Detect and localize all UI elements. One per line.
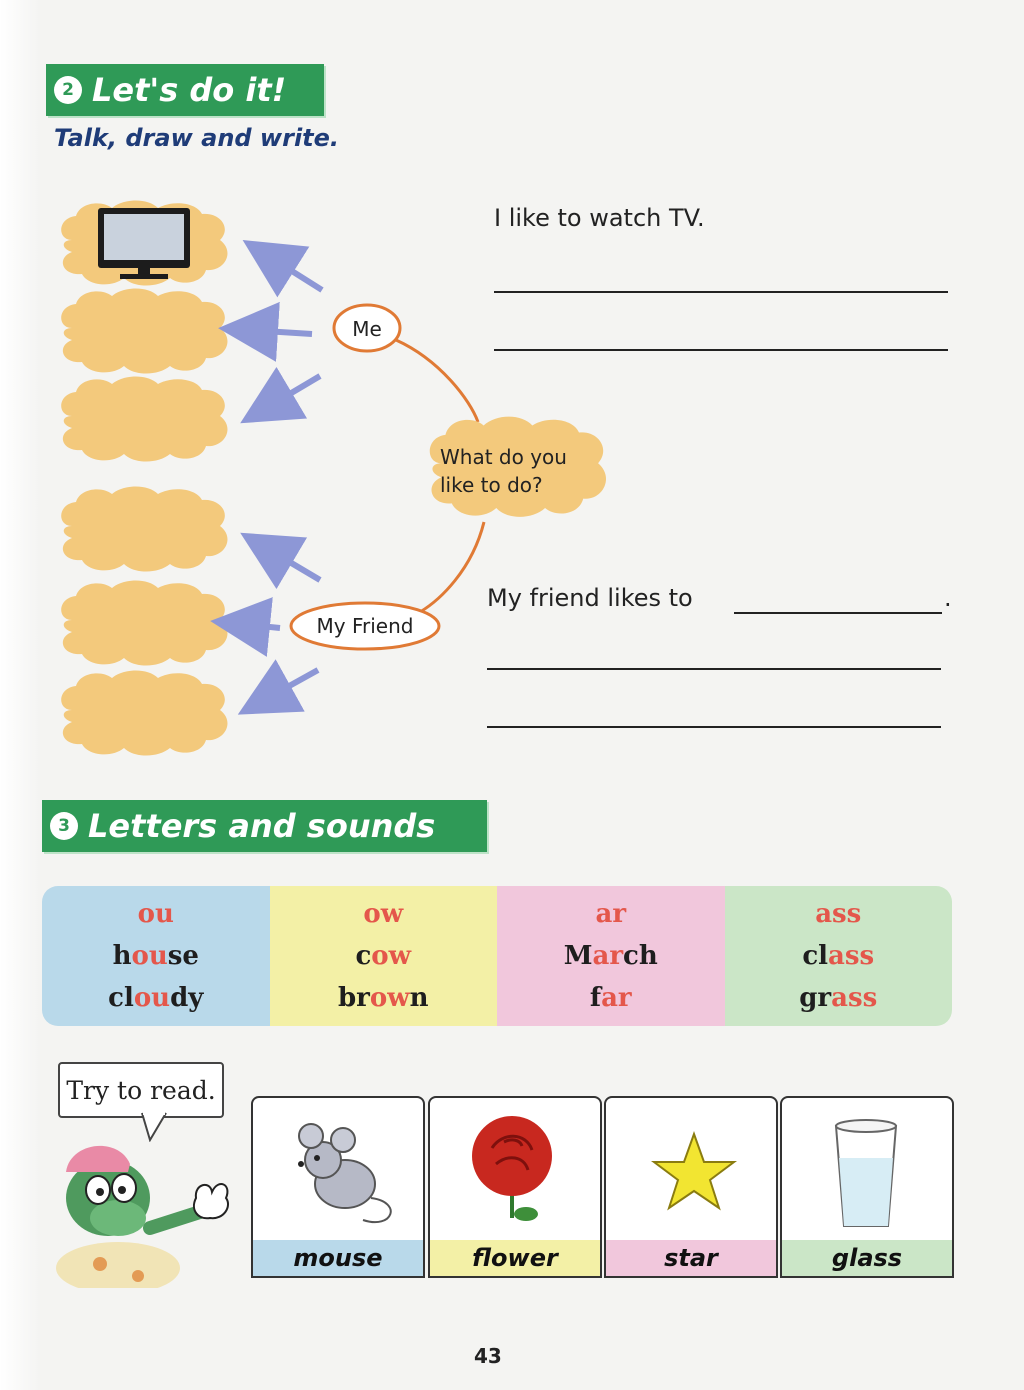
section-number: 2 xyxy=(54,76,82,104)
arrow-icon xyxy=(266,376,320,408)
word-part: f xyxy=(589,983,602,1013)
star-icon xyxy=(606,1098,776,1240)
me-sentence: I like to watch TV. xyxy=(494,204,705,232)
speech-bubble: Try to read. xyxy=(58,1062,224,1118)
card-flower xyxy=(428,1096,602,1278)
sound-word xyxy=(338,977,429,1019)
word-part: dy xyxy=(170,983,204,1013)
sound-pattern: ow xyxy=(363,899,404,929)
page-number: 43 xyxy=(474,1344,502,1368)
sound-column xyxy=(725,886,953,1026)
sound-word xyxy=(355,935,411,977)
card-star xyxy=(604,1096,778,1278)
friend-label: My Friend xyxy=(316,614,414,638)
word-part: cl xyxy=(802,941,829,971)
arrow-icon xyxy=(268,256,322,290)
word-part: n xyxy=(409,983,429,1013)
word-highlight: ow xyxy=(371,941,412,971)
sound-word xyxy=(113,935,199,977)
write-line[interactable] xyxy=(494,291,948,293)
connector-friend xyxy=(420,522,484,612)
write-blank[interactable] xyxy=(734,612,942,614)
word-highlight: ow xyxy=(369,983,410,1013)
word-part: br xyxy=(337,983,370,1013)
rose-icon xyxy=(430,1098,600,1240)
mind-map xyxy=(40,190,640,770)
sound-column xyxy=(497,886,725,1026)
word-highlight: ar xyxy=(592,941,624,971)
section-number: 3 xyxy=(50,812,78,840)
sound-word xyxy=(799,977,877,1019)
arrow-icon xyxy=(266,548,320,580)
center-question-line2: like to do? xyxy=(440,473,543,497)
connector-me xyxy=(396,340,478,422)
word-part: M xyxy=(563,941,593,971)
word-highlight: ar xyxy=(601,983,632,1013)
word-part: gr xyxy=(799,983,832,1013)
card-label: mouse xyxy=(253,1240,423,1276)
sound-word xyxy=(564,935,658,977)
friend-sentence-prefix: My friend likes to xyxy=(487,584,693,612)
sound-column xyxy=(270,886,498,1026)
mascot-icon xyxy=(40,1128,230,1288)
word-highlight: ou xyxy=(131,941,168,971)
sound-pattern: ou xyxy=(137,899,174,929)
section-title: Letters and sounds xyxy=(88,807,436,845)
card-label: flower xyxy=(430,1240,600,1276)
sound-pattern: ass xyxy=(815,899,862,929)
arrow-icon xyxy=(248,330,312,334)
center-question-line1: What do you xyxy=(440,445,567,469)
cloud-me-2 xyxy=(61,289,227,374)
card-label: glass xyxy=(782,1240,952,1276)
card-mouse xyxy=(251,1096,425,1278)
word-part: c xyxy=(355,941,372,971)
card-glass xyxy=(780,1096,954,1278)
sound-pattern: ar xyxy=(595,899,627,929)
word-part: cl xyxy=(108,983,134,1013)
cloud-friend-2 xyxy=(61,581,227,666)
cloud-friend-3 xyxy=(61,671,227,756)
word-part: se xyxy=(167,941,199,971)
sound-column xyxy=(42,886,270,1026)
sound-word xyxy=(802,935,874,977)
word-highlight: ass xyxy=(828,941,875,971)
section-2-banner xyxy=(46,64,324,116)
card-label: star xyxy=(606,1240,776,1276)
sound-word xyxy=(590,977,632,1019)
section-3-banner xyxy=(42,800,487,852)
letters-sounds-table xyxy=(42,886,952,1026)
word-highlight: ou xyxy=(133,983,171,1013)
arrow-icon xyxy=(240,624,280,628)
word-part: ch xyxy=(623,941,658,971)
write-line[interactable] xyxy=(487,668,941,670)
sound-word xyxy=(108,977,203,1019)
write-line[interactable] xyxy=(487,726,941,728)
instruction: Talk, draw and write. xyxy=(54,124,340,152)
mouse-icon xyxy=(253,1098,423,1240)
write-line[interactable] xyxy=(494,349,948,351)
page-edge-shade xyxy=(0,0,40,1390)
glass-icon xyxy=(782,1098,952,1240)
word-part: h xyxy=(112,941,132,971)
section-title: Let's do it! xyxy=(92,71,287,109)
cloud-friend-1 xyxy=(61,487,227,572)
me-label: Me xyxy=(352,317,382,341)
arrow-icon xyxy=(264,670,318,700)
word-highlight: ass xyxy=(831,983,878,1013)
friend-sentence-suffix: . xyxy=(944,584,952,612)
cloud-me-3 xyxy=(61,377,227,462)
